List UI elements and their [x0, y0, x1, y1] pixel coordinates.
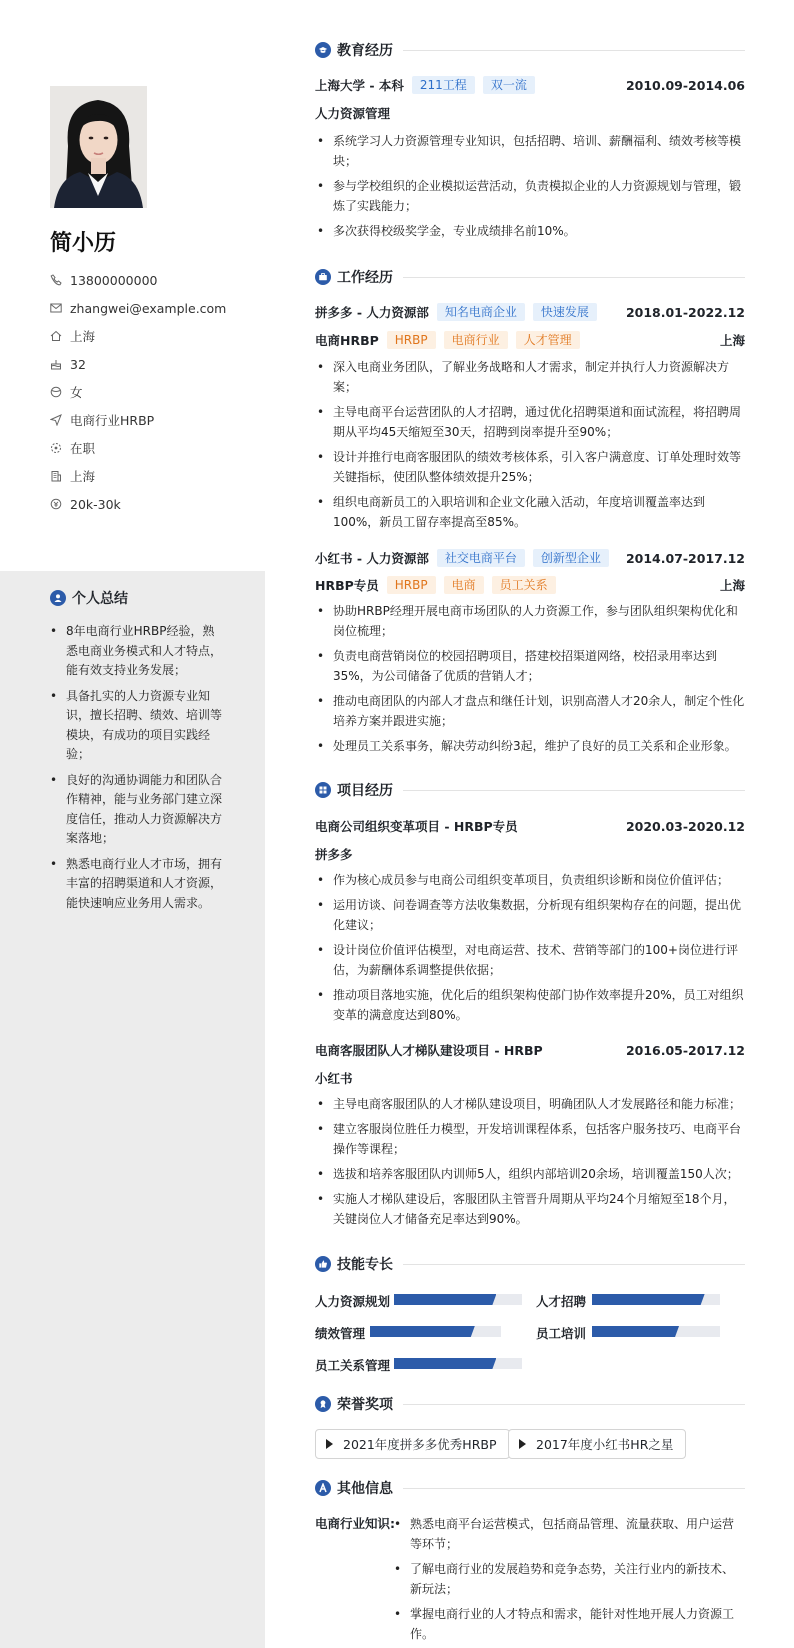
education-title: 教育经历 — [337, 43, 393, 59]
project-name-row — [315, 1041, 745, 1059]
info-status-text: 在职 — [70, 441, 96, 456]
skill-fill — [592, 1326, 679, 1337]
project-bullet: • 运用访谈、问卷调查等方法收集数据，分析现有组织架构存在的问题，提出优化建议； — [315, 895, 745, 935]
other-bullet: • 掌握电商行业的人才特点和需求，能针对性地开展人力资源工作。 — [392, 1604, 745, 1644]
status-icon — [50, 441, 70, 455]
summary-title: 个人总结 — [72, 591, 128, 607]
project-bullet: • 推动项目落地实施，优化后的组织架构使部门协作效率提升20%，员工对组织变革的满意度达到80%。 — [315, 985, 745, 1025]
info-home — [50, 322, 226, 350]
skill-name: 员工关系管理 — [315, 1358, 391, 1373]
info-position — [50, 406, 226, 434]
other-bullets — [392, 1514, 745, 1648]
skill-bar — [370, 1326, 501, 1337]
job-company-row — [315, 549, 745, 567]
school-tag: 211工程 — [412, 76, 475, 94]
company-tag: 知名电商企业 — [437, 303, 525, 321]
projects-heading — [315, 780, 745, 800]
award-label: 2017年度小红书HR之星 — [536, 1437, 674, 1452]
info-status — [50, 434, 226, 462]
skill-fill — [592, 1294, 705, 1305]
other-heading — [315, 1478, 745, 1498]
summary-item: • 良好的沟通协调能力和团队合作精神，能与业务部门建立深度信任，推动人力资源解决方案落地； — [50, 771, 222, 849]
job-company: 小红书 - 人力资源部 — [315, 551, 429, 566]
project-company-row — [315, 1069, 745, 1087]
award-icon — [315, 1396, 331, 1412]
education-major-row — [315, 104, 745, 122]
award-badge — [315, 1429, 510, 1459]
skill-bar — [394, 1294, 522, 1305]
summary-list — [50, 622, 222, 919]
other-bullet: • 熟悉电商平台运营模式，包括商品管理、流量获取、用户运营等环节； — [392, 1514, 745, 1554]
job-bullets — [315, 357, 745, 537]
project-bullet: • 设计岗位价值评估模型，对电商运营、技术、营销等部门的100+岗位进行评估，为薪酬体系调整提供依据； — [315, 940, 745, 980]
job-bullets — [315, 601, 745, 761]
info-city-text: 上海 — [70, 469, 96, 484]
other-label: 电商行业知识: — [315, 1516, 395, 1531]
job-bullet: • 处理员工关系事务，解决劳动纠纷3起，维护了良好的员工关系和企业形象。 — [315, 736, 745, 756]
contact-info-list — [50, 266, 226, 518]
section-divider — [403, 277, 745, 278]
play-icon — [326, 1439, 333, 1449]
briefcase-icon — [315, 269, 331, 285]
job-city: 上海 — [719, 333, 745, 348]
gender-icon — [50, 385, 70, 399]
thumbs-up-icon — [315, 1256, 331, 1272]
sidebar — [0, 0, 265, 1648]
section-divider — [403, 1264, 745, 1265]
project-name-row — [315, 817, 745, 835]
skill-name: 人才招聘 — [536, 1294, 587, 1309]
work-heading — [315, 267, 745, 287]
education-bullet: • 系统学习人力资源管理专业知识，包括招聘、培训、薪酬福利、绩效考核等模块； — [315, 131, 745, 171]
job-company-row — [315, 303, 745, 321]
send-icon — [50, 413, 70, 427]
skill-fill — [394, 1358, 496, 1369]
job-bullet: • 主导电商平台运营团队的人才招聘，通过优化招聘渠道和面试流程，将招聘周期从平均45天缩短至30天，招聘到岗率提升至90%； — [315, 402, 745, 442]
job-bullet: • 协助HRBP经理开展电商市场团队的人力资源工作，参与团队组织架构优化和岗位梳理； — [315, 601, 745, 641]
project-bullet: • 作为核心成员参与电商公司组织变革项目，负责组织诊断和岗位价值评估； — [315, 870, 745, 890]
education-bullet: • 参与学校组织的企业模拟运营活动，负责模拟企业的人力资源规划与管理，锻炼了实践能力； — [315, 176, 745, 216]
mail-icon — [50, 301, 70, 315]
education-major: 人力资源管理 — [315, 106, 391, 121]
job-bullet: • 推动电商团队的内部人才盘点和继任计划，识别高潜人才20余人，制定个性化培养方案并跟进实施； — [315, 691, 745, 731]
project-name: 电商公司组织变革项目 - HRBP专员 — [315, 819, 518, 834]
info-position-text: 电商行业HRBP — [70, 413, 155, 428]
project-name: 电商客服团队人才梯队建设项目 - HRBP — [315, 1043, 543, 1058]
job-bullet: • 设计并推行电商客服团队的绩效考核体系，引入客户满意度、订单处理时效等关键指标，使团队整体绩效提升25%； — [315, 447, 745, 487]
profile-photo — [50, 86, 147, 208]
home-icon — [50, 329, 70, 343]
section-divider — [403, 1404, 745, 1405]
section-divider — [403, 50, 745, 51]
graduation-cap-icon — [315, 42, 331, 58]
info-age-text: 32 — [70, 356, 86, 372]
company-tag: 创新型企业 — [533, 549, 609, 567]
summary-heading — [50, 588, 128, 608]
school-tag: 双一流 — [483, 76, 535, 94]
role-tag: 人才管理 — [516, 331, 580, 349]
building-icon — [50, 469, 70, 483]
info-salary — [50, 490, 226, 518]
education-bullets — [315, 131, 745, 246]
skill-fill — [370, 1326, 475, 1337]
company-tag: 社交电商平台 — [437, 549, 525, 567]
company-tag: 快速发展 — [533, 303, 597, 321]
award-badge — [508, 1429, 686, 1459]
profile-name: 简小历 — [50, 231, 117, 256]
award-label: 2021年度拼多多优秀HRBP — [343, 1437, 497, 1452]
work-title: 工作经历 — [337, 270, 393, 286]
salary-icon — [50, 497, 70, 511]
project-company: 拼多多 — [315, 847, 353, 862]
other-bullet: • 了解电商行业的发展趋势和竞争态势，关注行业内的新技术、新玩法； — [392, 1559, 745, 1599]
school-name: 上海大学 - 本科 — [315, 78, 404, 93]
info-city — [50, 462, 226, 490]
projects-title: 项目经历 — [337, 783, 393, 799]
phone-icon — [50, 273, 70, 287]
other-title: 其他信息 — [337, 1481, 393, 1497]
job-bullet: • 深入电商业务团队，了解业务战略和人才需求，制定并执行人力资源解决方案； — [315, 357, 745, 397]
role-tag: HRBP — [387, 576, 436, 594]
cake-icon — [50, 357, 70, 371]
project-bullets — [315, 870, 745, 1030]
info-salary-text: 20k-30k — [70, 496, 121, 512]
info-phone — [50, 266, 226, 294]
project-bullet: • 选拔和培养客服团队内训师5人，组织内部培训20余场，培训覆盖150人次； — [315, 1164, 745, 1184]
project-date: 2020.03-2020.12 — [625, 818, 745, 834]
skill-name: 绩效管理 — [315, 1326, 366, 1341]
role-tag: 员工关系 — [492, 576, 556, 594]
project-date: 2016.05-2017.12 — [625, 1042, 745, 1058]
project-company: 小红书 — [315, 1071, 353, 1086]
skill-fill — [394, 1294, 496, 1305]
info-email-text: zhangwei@example.com — [70, 300, 227, 316]
job-company: 拼多多 - 人力资源部 — [315, 305, 429, 320]
skills-heading — [315, 1254, 745, 1274]
education-heading — [315, 40, 745, 60]
education-date: 2010.09-2014.06 — [625, 77, 745, 93]
user-icon — [50, 590, 66, 606]
info-gender-text: 女 — [70, 385, 83, 400]
summary-item: • 熟悉电商行业人才市场，拥有丰富的招聘渠道和人才资源，能快速响应业务用人需求。 — [50, 855, 222, 914]
role-tag: HRBP — [387, 331, 436, 349]
project-bullet: • 主导电商客服团队的人才梯队建设项目，明确团队人才发展路径和能力标准； — [315, 1094, 745, 1114]
info-phone-text: 13800000000 — [70, 272, 158, 288]
job-date: 2014.07-2017.12 — [625, 550, 745, 566]
job-bullet: • 组织电商新员工的入职培训和企业文化融入活动，年度培训覆盖率达到100%，新员工留存率提高至85%。 — [315, 492, 745, 532]
honors-title: 荣誉奖项 — [337, 1397, 393, 1413]
role-tag: 电商 — [444, 576, 484, 594]
role-tag: 电商行业 — [444, 331, 508, 349]
grid-icon — [315, 782, 331, 798]
section-divider — [403, 790, 745, 791]
project-bullet: • 实施人才梯队建设后，客服团队主管晋升周期从平均24个月缩短至18个月，关键岗位人才储备充足率达到90%。 — [315, 1189, 745, 1229]
summary-item: • 具备扎实的人力资源专业知识，擅长招聘、绩效、培训等模块，有成功的项目实践经验； — [50, 687, 222, 765]
info-home-text: 上海 — [70, 329, 96, 344]
info-age — [50, 350, 226, 378]
section-divider — [403, 1488, 745, 1489]
skill-name: 人力资源规划 — [315, 1294, 391, 1309]
summary-item: • 8年电商行业HRBP经验，熟悉电商业务模式和人才特点，能有效支持业务发展； — [50, 622, 222, 681]
info-gender — [50, 378, 226, 406]
skill-name: 员工培训 — [536, 1326, 587, 1341]
job-role: 电商HRBP — [315, 333, 379, 348]
education-bullet: • 多次获得校级奖学金，专业成绩排名前10%。 — [315, 221, 745, 241]
job-date: 2018.01-2022.12 — [625, 304, 745, 320]
skill-bar — [592, 1326, 720, 1337]
job-role-row — [315, 331, 745, 349]
job-city: 上海 — [719, 578, 745, 593]
play-icon — [519, 1439, 526, 1449]
project-bullet: • 建立客服岗位胜任力模型，开发培训课程体系，包括客户服务技巧、电商平台操作等课程； — [315, 1119, 745, 1159]
job-bullet: • 负责电商营销岗位的校园招聘项目，搭建校招渠道网络，校招录用率达到35%，为公司储备了优质的营销人才； — [315, 646, 745, 686]
info-email — [50, 294, 226, 322]
skills-title: 技能专长 — [337, 1257, 393, 1273]
project-company-row — [315, 845, 745, 863]
honors-heading — [315, 1394, 745, 1414]
job-role-row — [315, 576, 745, 594]
job-role: HRBP专员 — [315, 578, 379, 593]
education-school-row — [315, 76, 745, 94]
skill-bar — [394, 1358, 522, 1369]
project-bullets — [315, 1094, 745, 1234]
letter-a-icon — [315, 1480, 331, 1496]
skill-bar — [592, 1294, 720, 1305]
